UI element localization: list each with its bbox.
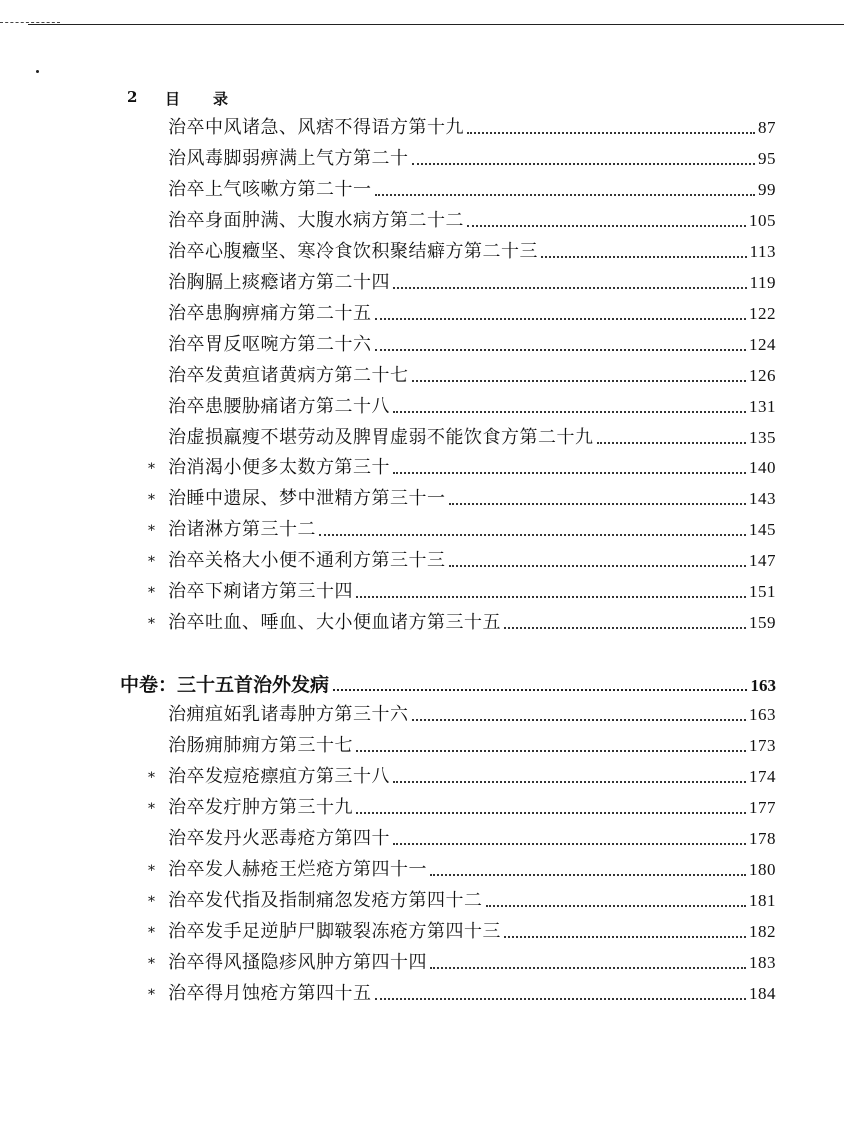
toc-entry-title: 治卒关格大小便不通利方第三十三 (168, 550, 446, 571)
toc-entry-page: 126 (749, 366, 776, 385)
toc-entry[interactable] (148, 733, 776, 759)
asterisk-mark: * (148, 554, 155, 570)
dot-leader (375, 349, 747, 351)
dot-leader (375, 194, 756, 196)
dot-leader (375, 998, 747, 1000)
toc-entry[interactable] (148, 579, 776, 605)
dot-leader (393, 843, 746, 845)
toc-entry-page: 147 (749, 551, 776, 570)
asterisk-mark: * (148, 863, 155, 879)
toc-entry[interactable] (148, 486, 776, 512)
toc-entry[interactable] (148, 332, 776, 358)
dot-leader (430, 967, 746, 969)
toc-entry-title: 治肠痈肺痈方第三十七 (168, 735, 353, 756)
toc-entry-title: 治卒吐血、唾血、大小便血诸方第三十五 (168, 612, 501, 633)
asterisk-mark: * (148, 956, 155, 972)
toc-entry-page: 180 (749, 860, 776, 879)
toc-entry-page: 182 (749, 922, 776, 941)
dot-leader (375, 318, 747, 320)
toc-entry-title: 治胸膈上痰癊诸方第二十四 (168, 272, 390, 293)
section-heading-title: 中卷：三十五首治外发病 (120, 674, 330, 696)
asterisk-mark: * (148, 801, 155, 817)
toc-entry-page: 143 (749, 489, 776, 508)
toc-entry[interactable] (148, 888, 776, 914)
toc-entry[interactable] (148, 239, 776, 265)
toc-entry[interactable] (148, 115, 776, 141)
dot-leader (356, 812, 746, 814)
toc-entry-page: 105 (749, 211, 776, 230)
dot-leader (449, 503, 747, 505)
asterisk-mark: * (148, 616, 155, 632)
toc-entry-page: 145 (749, 520, 776, 539)
toc-entry-title: 治卒身面肿满、大腹水病方第二十二 (168, 210, 464, 231)
asterisk-mark: * (148, 585, 155, 601)
asterisk-mark: * (148, 925, 155, 941)
toc-entry-title: 治卒患腰胁痛诸方第二十八 (168, 396, 390, 417)
toc-entry[interactable] (148, 270, 776, 296)
toc-entry-page: 183 (749, 953, 776, 972)
dot-leader (356, 750, 746, 752)
toc-entry-title: 治卒上气咳嗽方第二十一 (168, 179, 372, 200)
toc-entry-page: 163 (749, 705, 776, 724)
dot-leader (333, 689, 746, 691)
running-head-char-1: 目 (165, 90, 181, 108)
toc-entry-page: 184 (749, 984, 776, 1003)
toc-entry-page: 99 (758, 180, 776, 199)
top-rule (28, 24, 844, 25)
toc-entry-page: 174 (749, 767, 776, 786)
toc-entry-page: 122 (749, 304, 776, 323)
toc-entry[interactable] (148, 425, 776, 451)
asterisk-mark: * (148, 461, 155, 477)
toc-entry[interactable] (148, 517, 776, 543)
toc-entry[interactable] (148, 919, 776, 945)
toc-entry-page: 135 (749, 428, 776, 447)
dot-leader (597, 442, 747, 444)
asterisk-mark: * (148, 987, 155, 1003)
toc-entry[interactable] (148, 764, 776, 790)
dot-leader (393, 472, 746, 474)
toc-entry-title: 治卒发手足逆胪尸脚皲裂冻疮方第四十三 (168, 921, 501, 942)
dot-leader (467, 225, 746, 227)
toc-entry-title: 治痈疽妬乳诸毒肿方第三十六 (168, 704, 409, 725)
toc-entry-title: 治卒患胸痹痛方第二十五 (168, 303, 372, 324)
toc-entry-title: 治卒下痢诸方第三十四 (168, 581, 353, 602)
asterisk-mark: * (148, 894, 155, 910)
toc-entry[interactable] (148, 363, 776, 389)
dot-leader (449, 565, 747, 567)
toc-entry-title: 治卒得月蚀疮方第四十五 (168, 983, 372, 1004)
toc-entry-title: 治诸淋方第三十二 (168, 519, 316, 540)
toc-entry[interactable] (148, 177, 776, 203)
toc-entry-title: 治卒发代指及指制痛忽发疮方第四十二 (168, 890, 483, 911)
toc-entry-page: 159 (749, 613, 776, 632)
running-head-char-2: 录 (213, 90, 229, 108)
dot-leader (393, 781, 746, 783)
toc-entry-title: 治睡中遗尿、梦中泄精方第三十一 (168, 488, 446, 509)
dot-leader (412, 719, 747, 721)
toc-entry[interactable] (148, 795, 776, 821)
toc-entry-page: 181 (749, 891, 776, 910)
toc-entry[interactable] (148, 301, 776, 327)
toc-entry-page: 95 (758, 149, 776, 168)
toc-entry-page: 173 (749, 736, 776, 755)
toc-entry-page: 124 (749, 335, 776, 354)
toc-entry-page: 131 (749, 397, 776, 416)
dot-leader (467, 132, 755, 134)
toc-entry-title: 治卒发疔肿方第三十九 (168, 797, 353, 818)
toc-entry[interactable] (148, 394, 776, 420)
toc-entry[interactable] (148, 826, 776, 852)
print-speck (36, 70, 39, 73)
dot-leader (393, 411, 746, 413)
toc-entry[interactable] (148, 208, 776, 234)
toc-entry-page: 178 (749, 829, 776, 848)
toc-entry[interactable] (148, 702, 776, 728)
dot-leader (541, 256, 747, 258)
section-heading[interactable] (120, 671, 776, 699)
page-number: 2 (127, 88, 138, 106)
dot-leader (486, 905, 747, 907)
dot-leader (504, 936, 746, 938)
dot-leader (430, 874, 746, 876)
dot-leader (412, 163, 756, 165)
dot-leader (412, 380, 747, 382)
toc-entry[interactable] (148, 146, 776, 172)
toc-entry-title: 治卒心腹癥坚、寒冷食饮积聚结癖方第二十三 (168, 241, 538, 262)
dot-leader (356, 596, 746, 598)
toc-entry-page: 113 (749, 242, 776, 261)
toc-entry-title: 治卒发痘疮瘭疽方第三十八 (168, 766, 390, 787)
toc-entry-title: 治卒胃反呕啘方第二十六 (168, 334, 372, 355)
toc-entry-title: 治虚损羸瘦不堪劳动及脾胃虚弱不能饮食方第二十九 (168, 427, 594, 448)
asterisk-mark: * (148, 523, 155, 539)
dot-leader (504, 627, 746, 629)
top-dashed-rule (0, 22, 60, 23)
section-heading-page: 163 (750, 676, 776, 695)
toc-entry-title: 治卒得风搔隐疹风肿方第四十四 (168, 952, 427, 973)
toc-entry-title: 治风毒脚弱痹满上气方第二十 (168, 148, 409, 169)
toc-entry[interactable] (148, 455, 776, 481)
toc-entry-title: 治卒发人赫疮王烂疮方第四十一 (168, 859, 427, 880)
toc-entry[interactable] (148, 981, 776, 1007)
toc-entry-page: 140 (749, 458, 776, 477)
toc-entry-title: 治消渴小便多太数方第三十 (168, 457, 390, 478)
toc-entry[interactable] (148, 950, 776, 976)
toc-entry-page: 177 (749, 798, 776, 817)
toc-entry-title: 治卒发丹火恶毒疮方第四十 (168, 828, 390, 849)
toc-entry[interactable] (148, 857, 776, 883)
asterisk-mark: * (148, 492, 155, 508)
dot-leader (319, 534, 746, 536)
toc-entry-page: 119 (749, 273, 776, 292)
toc-entry[interactable] (148, 610, 776, 636)
toc-entry-page: 87 (758, 118, 776, 137)
dot-leader (393, 287, 747, 289)
asterisk-mark: * (148, 770, 155, 786)
toc-entry-page: 151 (749, 582, 776, 601)
toc-entry-title: 治卒发黄疸诸黄病方第二十七 (168, 365, 409, 386)
toc-entry[interactable] (148, 548, 776, 574)
running-head (127, 88, 228, 109)
toc-entry-title: 治卒中风诸急、风痞不得语方第十九 (168, 117, 464, 138)
